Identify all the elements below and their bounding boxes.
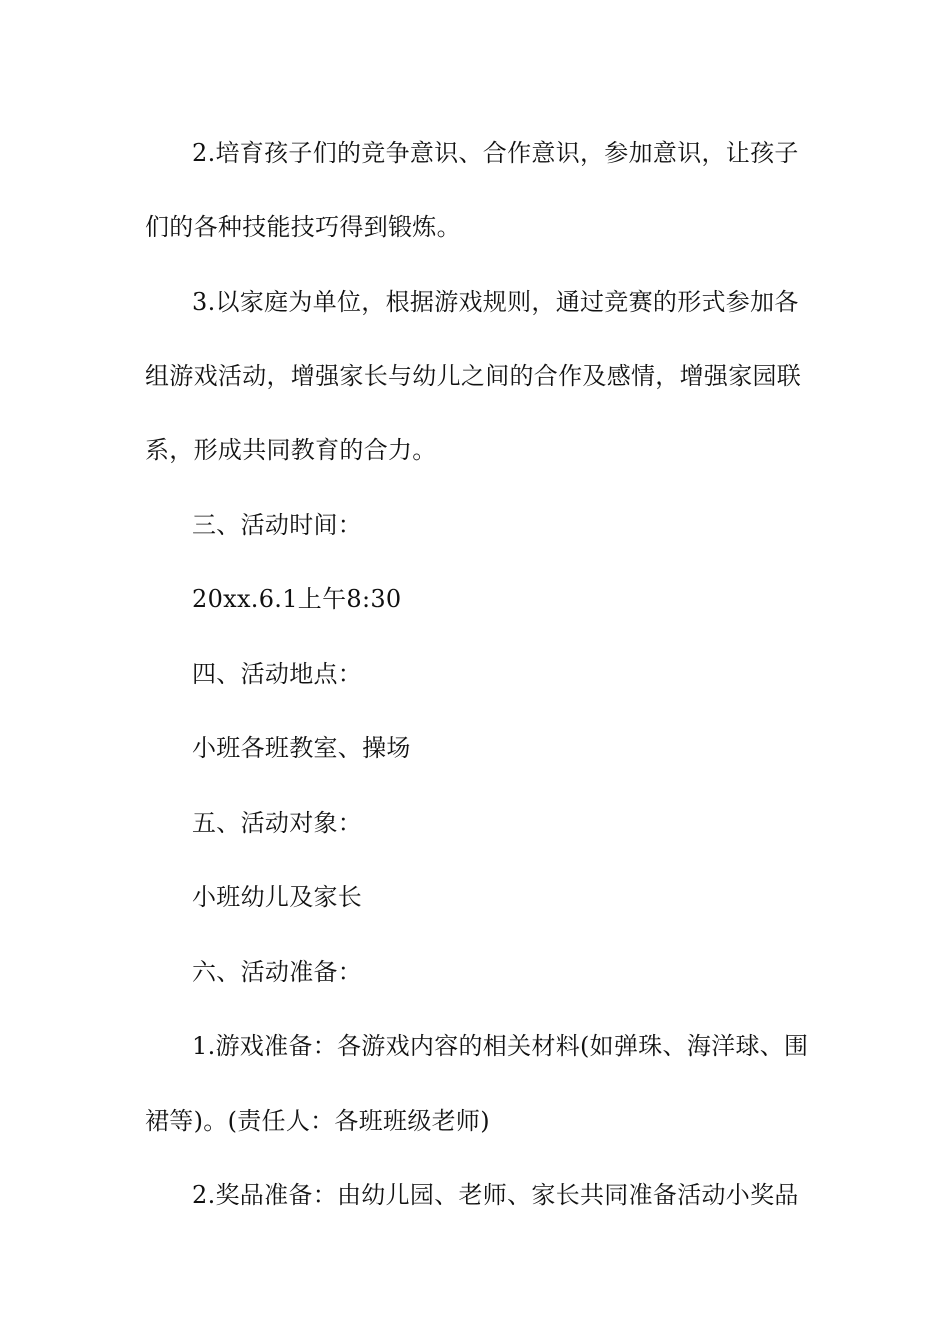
paragraph-line: 小班幼儿及家长 bbox=[192, 883, 363, 911]
section-heading: 五、活动对象： bbox=[192, 809, 363, 837]
paragraph-line: 裙等)。(责任人：各班班级老师) bbox=[145, 1107, 490, 1135]
paragraph-line: 20xx.6.1上午8:30 bbox=[192, 585, 402, 613]
paragraph-line: 2.培育孩子们的竞争意识、合作意识，参加意识，让孩子 bbox=[192, 139, 799, 167]
paragraph-line: 小班各班教室、操场 bbox=[192, 734, 411, 762]
paragraph-line: 们的各种技能技巧得到锻炼。 bbox=[145, 213, 461, 241]
section-heading: 六、活动准备： bbox=[192, 958, 363, 986]
paragraph-line: 2.奖品准备：由幼儿园、老师、家长共同准备活动小奖品 bbox=[192, 1181, 799, 1209]
paragraph-line: 系，形成共同教育的合力。 bbox=[145, 436, 437, 464]
paragraph-line: 3.以家庭为单位，根据游戏规则，通过竞赛的形式参加各 bbox=[192, 288, 799, 316]
paragraph-line: 组游戏活动，增强家长与幼儿之间的合作及感情，增强家园联 bbox=[145, 362, 802, 390]
section-heading: 四、活动地点： bbox=[192, 660, 363, 688]
paragraph-line: 1.游戏准备：各游戏内容的相关材料(如弹珠、海洋球、围 bbox=[192, 1032, 809, 1060]
section-heading: 三、活动时间： bbox=[192, 511, 363, 539]
